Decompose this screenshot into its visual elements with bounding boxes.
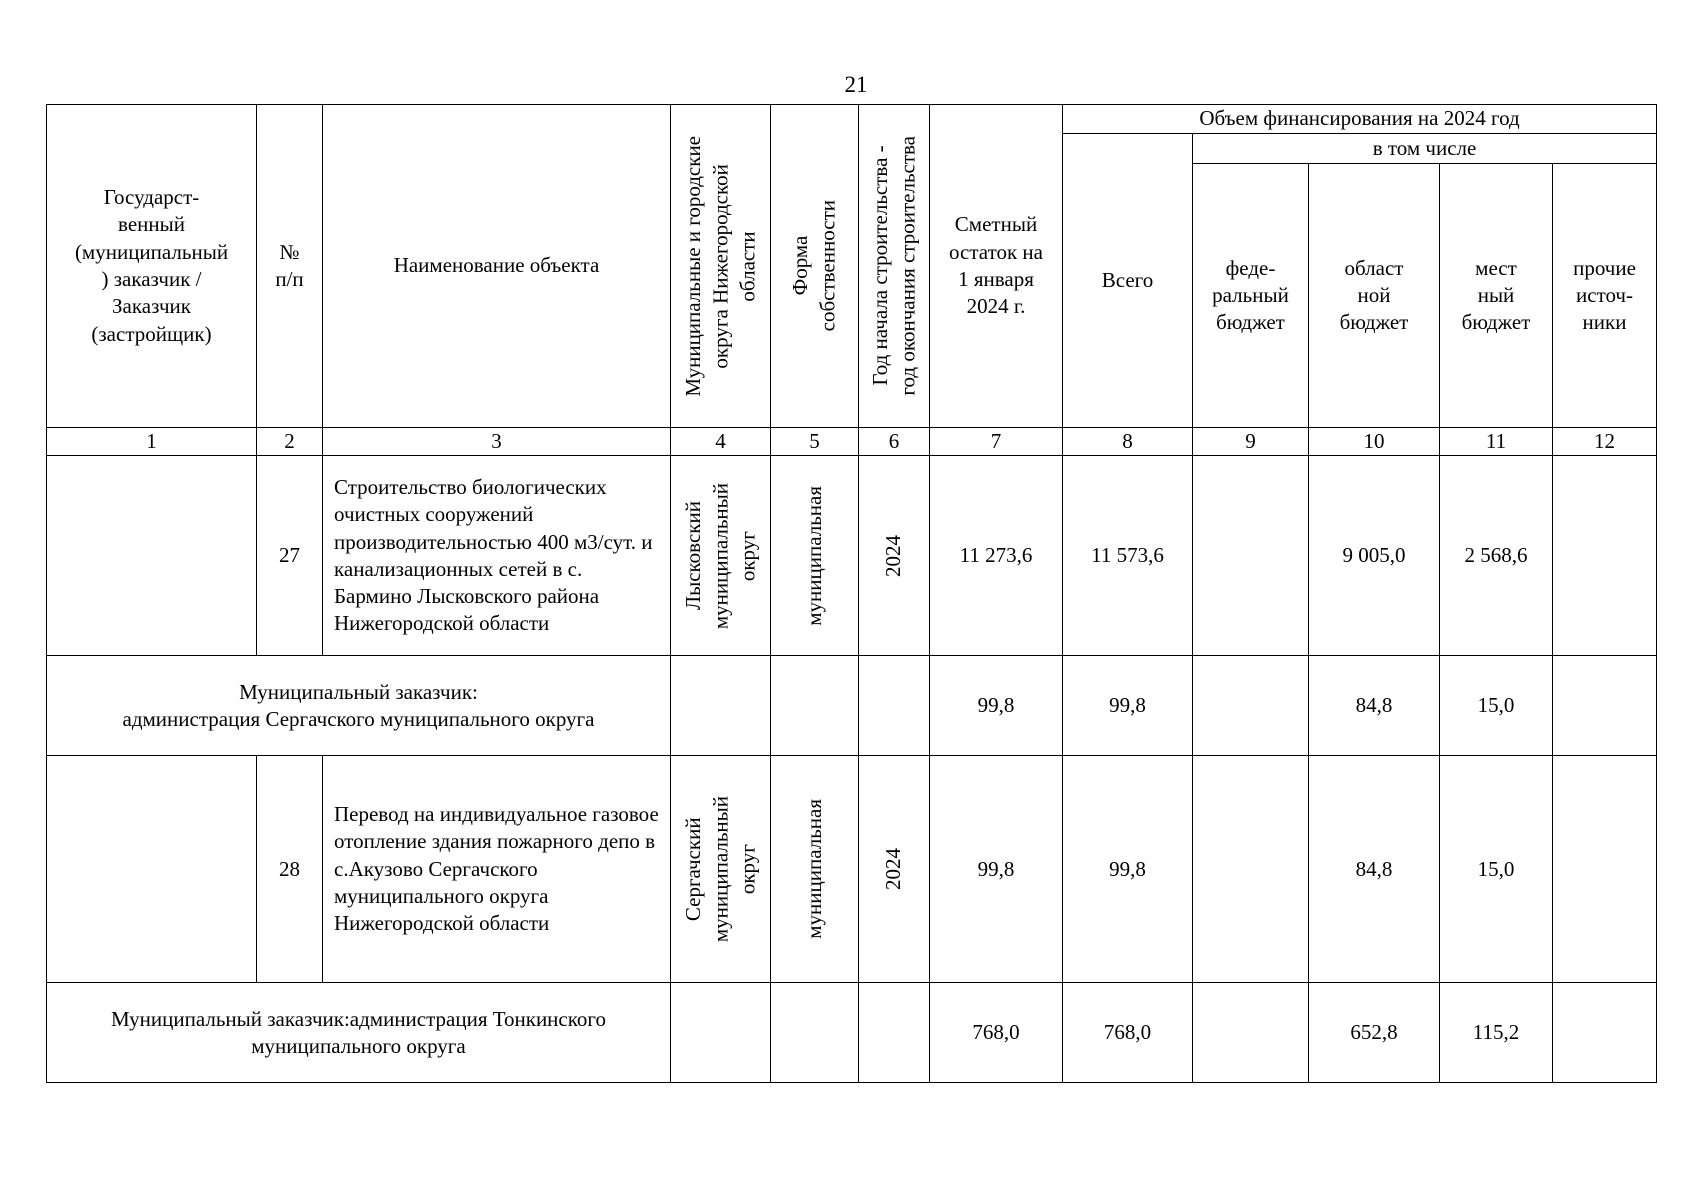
- header-funding-group: Объем финансирования на 2024 год: [1063, 105, 1657, 134]
- header-years: Год начала строительства - год окончания строительства: [859, 105, 930, 428]
- row-local: 2 568,6: [1440, 456, 1553, 656]
- row-regional: 9 005,0: [1309, 456, 1440, 656]
- row-object-name: Перевод на индивидуальное газовое отопление здания пожарного депо в с.Акузово Сергачского муниципального округа Нижегородской области: [323, 756, 671, 983]
- row-ownership: [771, 983, 859, 1083]
- row-years: [859, 656, 930, 756]
- column-number: 2: [257, 428, 323, 456]
- group-row: [47, 983, 1657, 1083]
- row-total: 11 573,6: [1063, 456, 1193, 656]
- row-estimate: 768,0: [930, 983, 1063, 1083]
- financing-table: [46, 104, 1657, 1083]
- row-other: [1553, 456, 1657, 656]
- row-total: 99,8: [1063, 656, 1193, 756]
- row-federal: [1193, 656, 1309, 756]
- row-local: 15,0: [1440, 756, 1553, 983]
- row-customer: [47, 756, 257, 983]
- header-regional: област ной бюджет: [1309, 164, 1440, 428]
- table-row: [47, 756, 1657, 983]
- group-row: [47, 656, 1657, 756]
- column-number: 11: [1440, 428, 1553, 456]
- header-ownership: Форма собственности: [771, 105, 859, 428]
- column-number: 3: [323, 428, 671, 456]
- row-federal: [1193, 456, 1309, 656]
- row-federal: [1193, 983, 1309, 1083]
- header-local: мест ный бюджет: [1440, 164, 1553, 428]
- header-federal: феде- ральный бюджет: [1193, 164, 1309, 428]
- group-customer: Муниципальный заказчик: администрация Сергачского муниципального округа: [47, 656, 671, 756]
- row-other: [1553, 983, 1657, 1083]
- row-other: [1553, 756, 1657, 983]
- row-regional: 652,8: [1309, 983, 1440, 1083]
- column-number: 12: [1553, 428, 1657, 456]
- row-district: Лысковский муниципальный округ: [671, 456, 771, 656]
- column-number-row: [47, 428, 1657, 456]
- header-other: прочие источ- ники: [1553, 164, 1657, 428]
- header-item-no: № п/п: [257, 105, 323, 428]
- column-number: 5: [771, 428, 859, 456]
- table-row: [47, 456, 1657, 656]
- row-ownership: муниципальная: [771, 756, 859, 983]
- row-regional: 84,8: [1309, 756, 1440, 983]
- header-estimate: Сметный остаток на 1 января 2024 г.: [930, 105, 1063, 428]
- row-number: 28: [257, 756, 323, 983]
- row-number: 27: [257, 456, 323, 656]
- column-number: 4: [671, 428, 771, 456]
- row-customer: [47, 456, 257, 656]
- row-estimate: 99,8: [930, 656, 1063, 756]
- row-federal: [1193, 756, 1309, 983]
- column-number: 10: [1309, 428, 1440, 456]
- row-other: [1553, 656, 1657, 756]
- row-ownership: [771, 656, 859, 756]
- header-total: Всего: [1063, 134, 1193, 428]
- column-number: 7: [930, 428, 1063, 456]
- header-object-name: Наименование объекта: [323, 105, 671, 428]
- column-number: 6: [859, 428, 930, 456]
- column-number: 8: [1063, 428, 1193, 456]
- row-district: [671, 656, 771, 756]
- row-years: [859, 983, 930, 1083]
- header-including: в том числе: [1193, 134, 1657, 164]
- row-years: 2024: [859, 756, 930, 983]
- column-number: 9: [1193, 428, 1309, 456]
- row-total: 768,0: [1063, 983, 1193, 1083]
- header-customer: Государст- венный (муниципальный ) заказчик / Заказчик (застройщик): [47, 105, 257, 428]
- row-regional: 84,8: [1309, 656, 1440, 756]
- row-total: 99,8: [1063, 756, 1193, 983]
- row-local: 115,2: [1440, 983, 1553, 1083]
- page-number: 21: [844, 72, 868, 97]
- row-district: Сергачский муниципальный округ: [671, 756, 771, 983]
- row-local: 15,0: [1440, 656, 1553, 756]
- row-years: 2024: [859, 456, 930, 656]
- group-customer: Муниципальный заказчик:администрация Тонкинского муниципального округа: [47, 983, 671, 1083]
- column-number: 1: [47, 428, 257, 456]
- row-district: [671, 983, 771, 1083]
- row-ownership: муниципальная: [771, 456, 859, 656]
- row-estimate: 99,8: [930, 756, 1063, 983]
- row-estimate: 11 273,6: [930, 456, 1063, 656]
- row-object-name: Строительство биологических очистных сооружений производительностью 400 м3/сут. и канализационных сетей в с. Бармино Лысковского района Нижегородской области: [323, 456, 671, 656]
- header-districts: Муниципальные и городские округа Нижегородской области: [671, 105, 771, 428]
